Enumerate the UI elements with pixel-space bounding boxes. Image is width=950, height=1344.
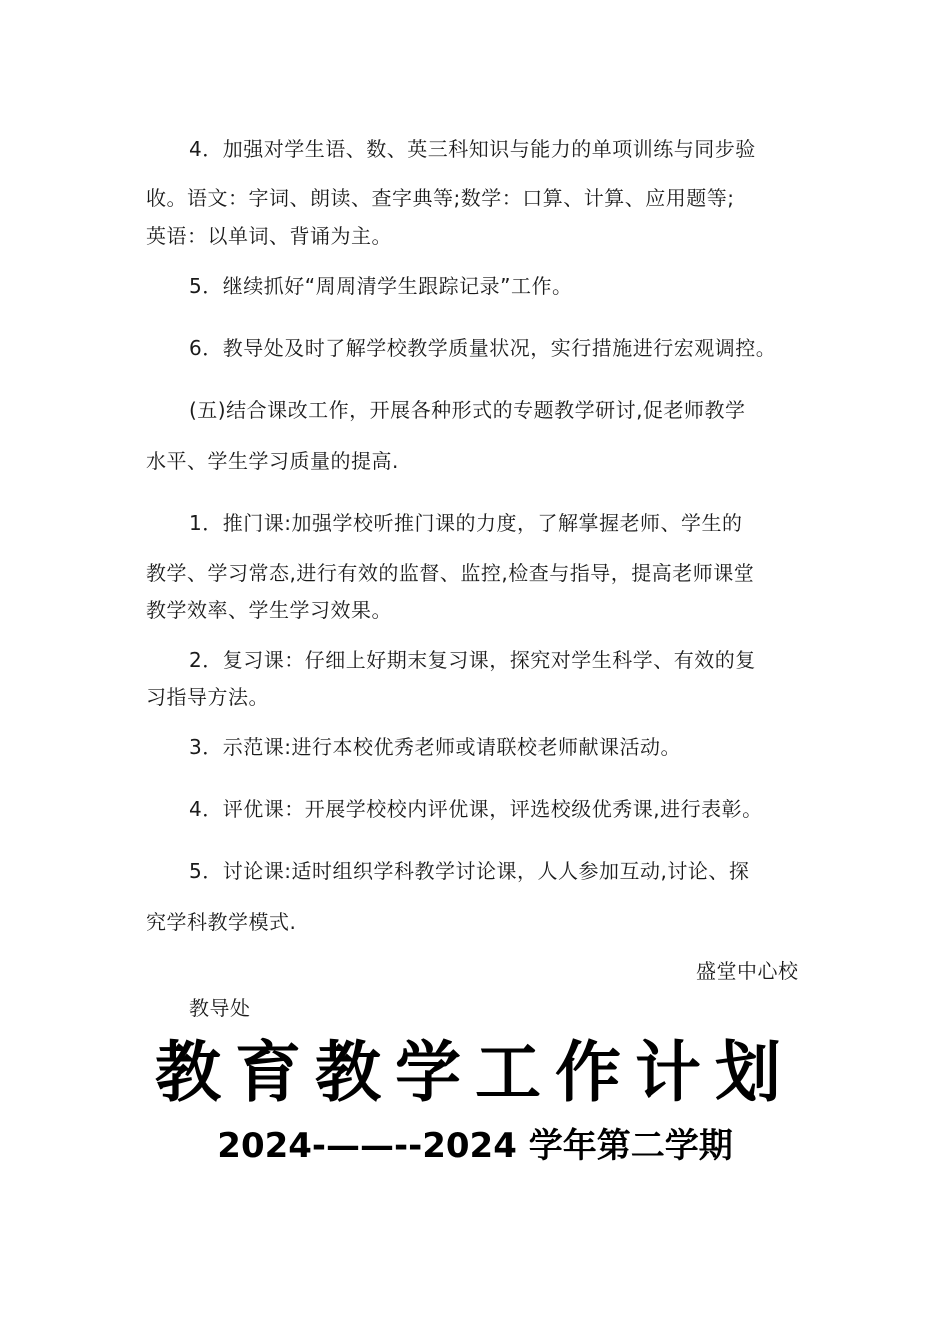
paragraph-line: 英语：以单词、背诵为主。 <box>146 224 392 248</box>
paragraph-line: 2．复习课：仔细上好期末复习课，探究对学生科学、有效的复 <box>189 648 756 672</box>
section-heading: (五)结合课改工作，开展各种形式的专题教学研讨,促老师教学 <box>189 398 746 422</box>
paragraph-line: 5．继续抓好“周周清学生跟踪记录”工作。 <box>189 274 573 298</box>
document-subtitle: 2024-——--2024 学年第二学期 <box>217 1126 733 1166</box>
paragraph-line: 3．示范课:进行本校优秀老师或请联校老师献课活动。 <box>189 735 681 759</box>
paragraph-line: 习指导方法。 <box>146 685 269 709</box>
paragraph-line: 5．讨论课:适时组织学科教学讨论课，人人参加互动,讨论、探 <box>189 859 750 883</box>
signature-office: 教导处 <box>189 996 251 1020</box>
paragraph-line: 6．教导处及时了解学校教学质量状况，实行措施进行宏观调控。 <box>189 336 777 360</box>
paragraph-line: 1．推门课:加强学校听推门课的力度，了解掌握老师、学生的 <box>189 511 743 535</box>
paragraph-line: 水平、学生学习质量的提高. <box>146 449 399 473</box>
paragraph-line: 究学科教学模式. <box>146 910 297 934</box>
paragraph-line: 4．加强对学生语、数、英三科知识与能力的单项训练与同步验 <box>189 137 756 161</box>
document-title: 教育教学工作计划 <box>155 1033 795 1111</box>
signature-school: 盛堂中心校 <box>696 959 799 983</box>
paragraph-line: 4．评优课：开展学校校内评优课，评选校级优秀课,进行表彰。 <box>189 797 763 821</box>
paragraph-line: 收。语文：字词、朗读、查字典等;数学：口算、计算、应用题等; <box>146 186 735 210</box>
paragraph-line: 教学、学习常态,进行有效的监督、监控,检查与指导，提高老师课堂 <box>146 561 755 585</box>
paragraph-line: 教学效率、学生学习效果。 <box>146 598 392 622</box>
